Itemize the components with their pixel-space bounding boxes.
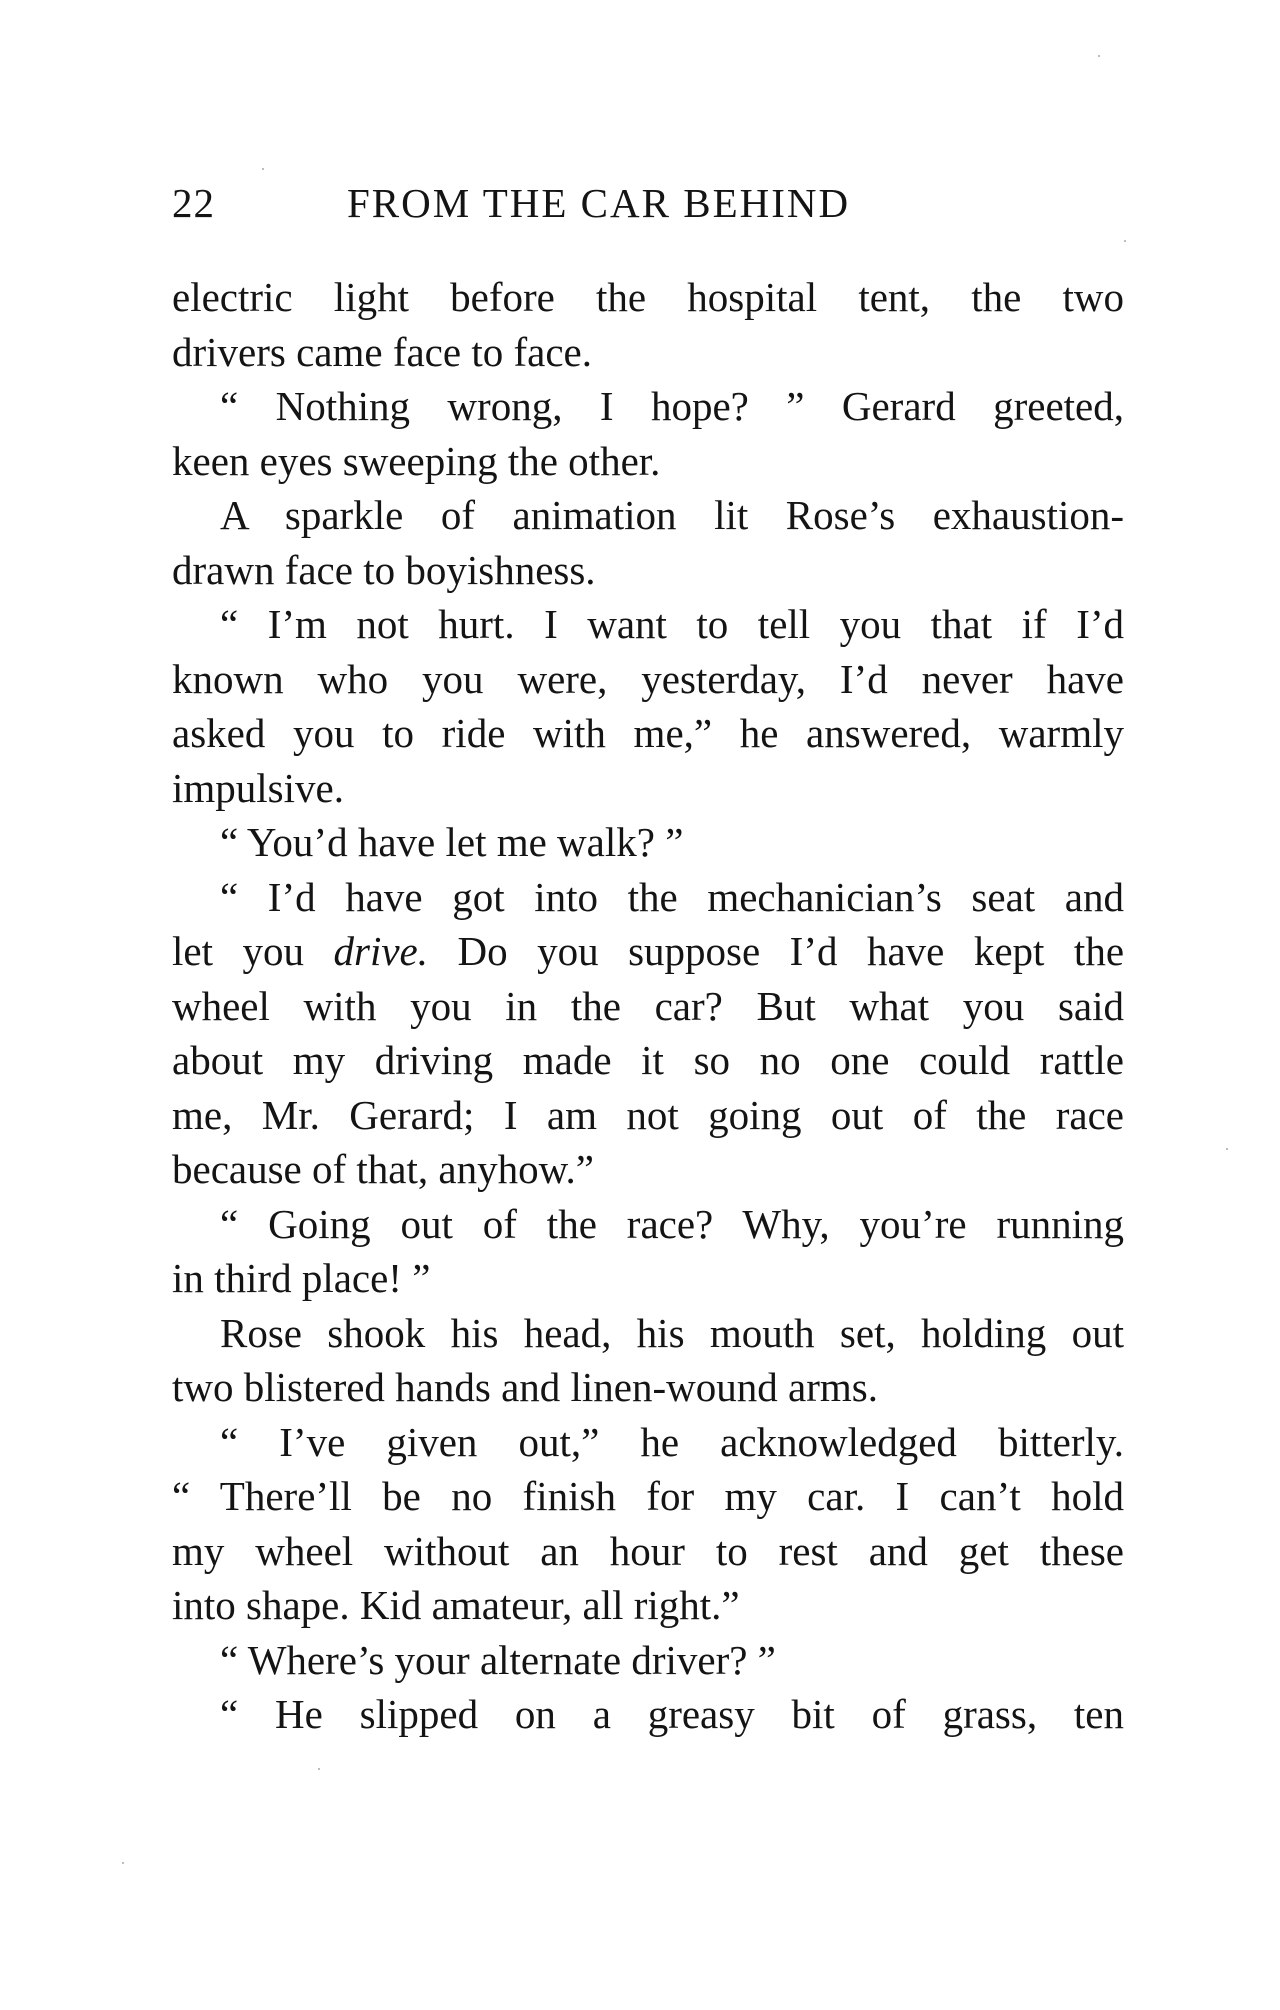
text-line: A sparkle of animation lit Rose’s exhaustion-: [220, 492, 1124, 538]
text-line: “ You’d have let me walk? ”: [220, 819, 684, 865]
paper-speck: [262, 168, 264, 170]
text-line: “ Where’s your alternate driver? ”: [220, 1636, 776, 1683]
text-line: about my driving made it so no one could rattle: [172, 1037, 1124, 1083]
text-line: because of that, anyhow.”: [172, 1146, 594, 1192]
text-fragment: Do you suppose I’d have kept the: [457, 928, 1125, 974]
text-line: electric light before the hospital tent, the two: [172, 274, 1124, 320]
text-line: “ He slipped on a greasy bit of grass, ten: [220, 1691, 1124, 1737]
text-line: “ Nothing wrong, I hope? ” Gerard greeted,: [220, 383, 1124, 429]
text-line: Rose shook his head, his mouth set, holding out: [220, 1309, 1124, 1356]
text-line: drivers came face to face.: [172, 328, 592, 375]
running-header: [172, 178, 1132, 228]
paper-speck: [318, 1768, 320, 1770]
text-line: “ I’d have got into the mechanician’s seat and: [220, 873, 1124, 920]
running-title: FROM THE CAR BEHIND: [347, 180, 851, 226]
text-line: keen eyes sweeping the other.: [172, 437, 661, 484]
text-line: “ I’ve given out,” he acknowledged bitterly.: [220, 1418, 1124, 1465]
text-line: “ I’m not hurt. I want to tell you that if I’d: [220, 601, 1124, 647]
page-number: 22: [172, 180, 215, 226]
text-line: me, Mr. Gerard; I am not going out of the race: [172, 1091, 1124, 1138]
paper-speck: [122, 1862, 124, 1864]
text-line: into shape. Kid amateur, all right.”: [172, 1582, 740, 1628]
text-line: drawn face to boyishness.: [172, 546, 596, 593]
text-line: two blistered hands and linen-wound arms.: [172, 1364, 878, 1410]
paper-speck: [1226, 1148, 1228, 1150]
text-line: “ Going out of the race? Why, you’re running: [220, 1200, 1124, 1247]
text-line: “ There’ll be no finish for my car. I can’t hold: [172, 1473, 1124, 1519]
text-line: asked you to ride with me,” he answered, warmly: [172, 710, 1124, 756]
text-fragment: let you: [172, 928, 304, 974]
italic-word: drive.: [333, 928, 428, 974]
text-line: my wheel without an hour to rest and get these: [172, 1527, 1124, 1574]
text-line: impulsive.: [172, 764, 344, 811]
paper-speck: [1098, 55, 1100, 57]
text-line: wheel with you in the car? But what you said: [172, 982, 1124, 1029]
text-line: known who you were, yesterday, I’d never have: [172, 655, 1124, 702]
body-text: [172, 270, 1124, 1742]
text-line: in third place! ”: [172, 1255, 431, 1301]
paper-speck: [1124, 240, 1126, 242]
text-line-with-italic: [172, 924, 1124, 979]
